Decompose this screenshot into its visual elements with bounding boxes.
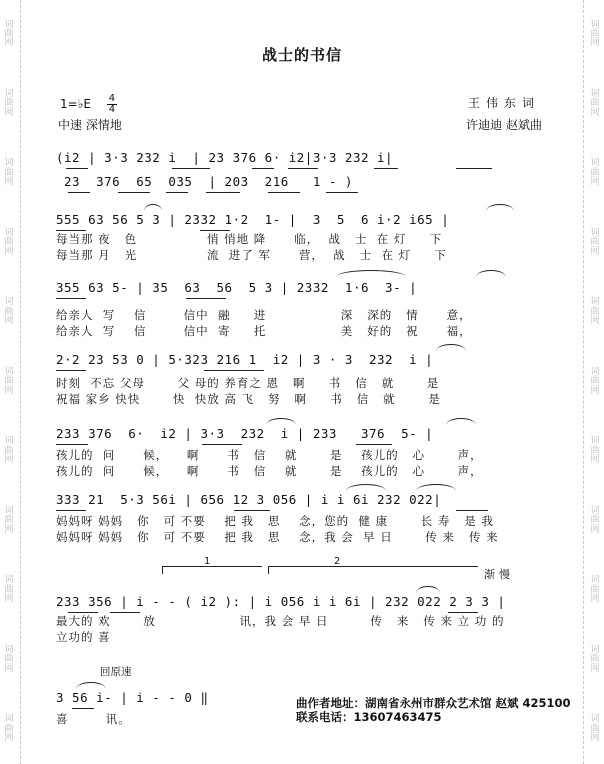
watermark-group xyxy=(590,90,599,118)
watermark-char: 词 xyxy=(4,19,14,30)
ritardando-marking: 渐慢 xyxy=(484,568,514,581)
key-signature xyxy=(60,94,117,115)
volta-second-ending xyxy=(268,566,478,567)
watermark-char: 网 xyxy=(4,246,14,257)
beam xyxy=(56,230,86,231)
lyrics-verse-1: 给亲人 写 信 信中 融 进 深 深的 情 意， xyxy=(56,308,472,322)
watermark-char: 曲 xyxy=(4,584,14,595)
watermark-char: 词 xyxy=(590,227,600,238)
watermark-char: 网 xyxy=(4,663,14,674)
watermark-char: 词 xyxy=(4,227,14,238)
watermark-group xyxy=(590,715,599,743)
beam xyxy=(56,370,86,371)
melody-line: (i2 | 3·3 232 i | 23 376 6· i2|3·3 232 i| xyxy=(56,150,394,165)
lyrics-verse-2: 孩儿的 问 候， 啊 书 信 就 是 孩儿的 心 声， xyxy=(56,464,483,478)
watermark-char: 网 xyxy=(4,177,14,188)
watermark-char: 曲 xyxy=(4,29,14,39)
watermark-char: 网 xyxy=(4,107,14,118)
beam xyxy=(202,444,242,445)
left-border-line xyxy=(20,0,21,764)
watermark-group xyxy=(590,646,599,674)
watermark-char: 曲 xyxy=(4,515,14,526)
watermark-group xyxy=(590,437,599,465)
watermark-group xyxy=(4,368,13,396)
contact-phone: 联系电话：13607463475 xyxy=(296,710,442,724)
beam xyxy=(204,370,264,371)
watermark-char: 曲 xyxy=(590,29,600,39)
beam xyxy=(448,612,478,613)
time-signature xyxy=(107,94,117,115)
score-system-3 xyxy=(56,212,556,263)
beam xyxy=(356,444,392,445)
score-system-6 xyxy=(56,426,556,479)
watermark-char: 网 xyxy=(4,385,14,396)
beam xyxy=(66,168,88,169)
right-watermark-strip xyxy=(586,0,604,764)
slur xyxy=(336,270,406,277)
watermark-char: 曲 xyxy=(590,376,600,387)
score-system-2 xyxy=(56,174,556,189)
watermark-char: 曲 xyxy=(4,237,14,248)
watermark-char: 词 xyxy=(4,575,14,586)
slur xyxy=(76,682,106,689)
watermark-char: 词 xyxy=(590,297,600,308)
watermark-char: 网 xyxy=(590,663,600,674)
lyricist-credit: 王伟东词 xyxy=(467,96,540,110)
watermark-char: 曲 xyxy=(590,584,600,595)
right-border-line xyxy=(583,0,584,764)
watermark-char: 词 xyxy=(590,436,600,447)
beam xyxy=(118,192,150,193)
melody-line: 555 63 56 5 3 | 2332 1·2 1- | 3 5 6 i·2 i65 | xyxy=(56,212,450,227)
watermark-char: 词 xyxy=(590,575,600,586)
watermark-char: 曲 xyxy=(590,306,600,317)
watermark-char: 词 xyxy=(4,158,14,169)
slur xyxy=(416,484,456,491)
lyrics-verse-2: 给亲人 写 信 信中 寄 托 美 好的 祝 福， xyxy=(56,324,472,338)
watermark-char: 网 xyxy=(4,732,14,743)
lyrics-verse-1: 喜 讯。 xyxy=(56,712,131,726)
lyrics-verse-2: 妈妈呀 妈妈 你 可 不要 把 我 思 念，我 会 早 日 传 来 传 来 xyxy=(56,530,499,544)
melody-line: 233 356 | i - - ( i2 ): | i 056 i i 6i | 232 022 2 3 3 | xyxy=(56,594,506,609)
watermark-char: 词 xyxy=(590,505,600,516)
lyrics-verse-1: 孩儿的 问 候， 啊 书 信 就 是 孩儿的 心 声， xyxy=(56,448,483,462)
watermark-char: 词 xyxy=(4,89,14,100)
beam xyxy=(166,192,188,193)
beam xyxy=(72,708,94,709)
watermark-char: 曲 xyxy=(4,445,14,456)
volta-tick xyxy=(268,566,269,574)
melody-line: 333 21 5·3 56i | 656 12 3 056 | i i 6i 232 022| xyxy=(56,492,442,507)
beam xyxy=(186,298,226,299)
watermark-group xyxy=(590,298,599,326)
watermark-group xyxy=(4,437,13,465)
watermark-group xyxy=(4,90,13,118)
watermark-char: 曲 xyxy=(590,445,600,456)
beam xyxy=(268,192,300,193)
left-watermark-strip xyxy=(0,0,18,764)
watermark-char: 网 xyxy=(4,455,14,466)
tempo-marking: 中速 深情地 xyxy=(58,118,122,132)
lyrics-verse-2: 每当那 月 光 流 进了 军 营， 战 士 在 灯 下 xyxy=(56,248,447,262)
watermark-char: 词 xyxy=(4,366,14,377)
beam xyxy=(206,192,240,193)
watermark-char: 网 xyxy=(4,594,14,605)
lyrics-verse-1: 每当那 夜 色 悄 悄地 降 临， 战 士 在 灯 下 xyxy=(56,232,443,246)
watermark-group xyxy=(590,507,599,535)
beam xyxy=(68,192,90,193)
watermark-char: 词 xyxy=(590,366,600,377)
watermark-group xyxy=(590,229,599,257)
slur xyxy=(436,344,466,351)
volta-label-1: 1 xyxy=(204,556,211,567)
lyrics-verse-2: 祝福 家乡 快快 快 快放 高 飞 努 啊 书 信 就 是 xyxy=(56,392,441,406)
melody-line: 233 376 6· i2 | 3·3 232 i | 233 376 5- | xyxy=(56,426,434,441)
watermark-char: 曲 xyxy=(4,376,14,387)
watermark-char: 网 xyxy=(590,455,600,466)
watermark-char: 词 xyxy=(4,297,14,308)
watermark-group xyxy=(4,576,13,604)
volta-tick xyxy=(162,566,163,574)
watermark-char: 网 xyxy=(590,246,600,257)
beam xyxy=(56,444,88,445)
beam xyxy=(234,510,270,511)
watermark-char: 网 xyxy=(590,594,600,605)
watermark-group xyxy=(590,159,599,187)
slur xyxy=(486,204,514,211)
watermark-char: 词 xyxy=(4,644,14,655)
watermark-char: 网 xyxy=(590,524,600,535)
beam xyxy=(288,168,318,169)
watermark-char: 词 xyxy=(590,19,600,30)
watermark-group xyxy=(4,507,13,535)
beam xyxy=(456,510,488,511)
beam xyxy=(56,510,86,511)
slur xyxy=(416,586,440,593)
watermark-char: 词 xyxy=(4,714,14,725)
watermark-char: 曲 xyxy=(590,98,600,109)
contact-address: 曲作者地址：湖南省永州市群众艺术馆 赵斌 425100 xyxy=(296,696,571,710)
watermark-char: 曲 xyxy=(590,237,600,248)
slur xyxy=(346,484,386,491)
slur xyxy=(446,418,476,425)
score-system-8 xyxy=(56,594,556,645)
melody-line: 355 63 5- | 35 63 56 5 3 | 2332 1·6 3- | xyxy=(56,280,418,295)
watermark-char: 曲 xyxy=(4,654,14,665)
watermark-char: 网 xyxy=(4,38,14,49)
time-top: 4 xyxy=(108,93,116,104)
key-label: 1=♭E xyxy=(60,97,91,111)
watermark-group xyxy=(4,715,13,743)
watermark-char: 词 xyxy=(4,505,14,516)
watermark-char: 曲 xyxy=(4,723,14,734)
watermark-char: 词 xyxy=(590,714,600,725)
watermark-char: 网 xyxy=(590,385,600,396)
watermark-group xyxy=(4,298,13,326)
watermark-char: 曲 xyxy=(590,654,600,665)
watermark-char: 曲 xyxy=(4,167,14,178)
volta-label-2: 2 xyxy=(334,556,341,567)
watermark-group xyxy=(4,646,13,674)
watermark-char: 词 xyxy=(590,644,600,655)
score-system-5 xyxy=(56,352,556,407)
beam xyxy=(456,168,492,169)
melody-line: 2·2 23 53 0 | 5·323 216 1 i2 | 3 · 3 232 i | xyxy=(56,352,434,367)
watermark-char: 网 xyxy=(4,316,14,327)
watermark-char: 词 xyxy=(590,89,600,100)
watermark-char: 词 xyxy=(4,436,14,447)
lyrics-verse-1: 最大的 欢 放 讯，我 会 早 日 传 来 传 来 立 功 的 xyxy=(56,614,505,628)
beam xyxy=(68,612,98,613)
watermark-char: 曲 xyxy=(590,167,600,178)
slur xyxy=(266,418,296,425)
beam xyxy=(252,168,274,169)
watermark-char: 网 xyxy=(590,177,600,188)
watermark-char: 网 xyxy=(590,107,600,118)
melody-line: 3 56 i- | i - - 0 ‖ xyxy=(56,690,209,705)
watermark-char: 网 xyxy=(4,524,14,535)
score-system-7 xyxy=(56,492,556,545)
beam xyxy=(56,298,86,299)
watermark-char: 曲 xyxy=(4,306,14,317)
watermark-char: 词 xyxy=(590,158,600,169)
melody-line: 23 376 65 035 | 203 216 1 - ) xyxy=(56,174,353,189)
beam xyxy=(110,612,140,613)
beam xyxy=(172,168,210,169)
beam xyxy=(326,192,358,193)
lyrics-verse-1: 妈妈呀 妈妈 你 可 不要 把 我 思 念，您的 健 康 长 寿 是 我 xyxy=(56,514,494,528)
a-tempo-marking: 回原速 xyxy=(100,666,132,678)
song-title: 战士的书信 xyxy=(261,46,342,64)
watermark-group xyxy=(4,159,13,187)
watermark-char: 曲 xyxy=(590,723,600,734)
watermark-char: 网 xyxy=(590,316,600,327)
lyrics-verse-1: 时刻 不忘 父母 父 母的 养育之 恩 啊 书 信 就 是 xyxy=(56,376,440,390)
watermark-char: 曲 xyxy=(590,515,600,526)
score-system-1 xyxy=(56,150,556,165)
watermark-group xyxy=(590,576,599,604)
score-system-4 xyxy=(56,280,556,339)
beam xyxy=(200,230,230,231)
beam xyxy=(374,168,398,169)
time-bottom: 4 xyxy=(108,104,116,115)
slur xyxy=(476,270,506,277)
lyrics-verse-2: 立功的 喜 xyxy=(56,630,111,644)
watermark-char: 网 xyxy=(590,732,600,743)
composer-credit: 许迪迪 赵斌曲 xyxy=(466,118,542,132)
watermark-group xyxy=(4,229,13,257)
watermark-group xyxy=(590,368,599,396)
slur xyxy=(144,204,162,211)
contact-info xyxy=(296,696,571,724)
watermark-char: 曲 xyxy=(4,98,14,109)
watermark-char: 网 xyxy=(590,38,600,49)
volta-first-ending xyxy=(162,566,262,567)
